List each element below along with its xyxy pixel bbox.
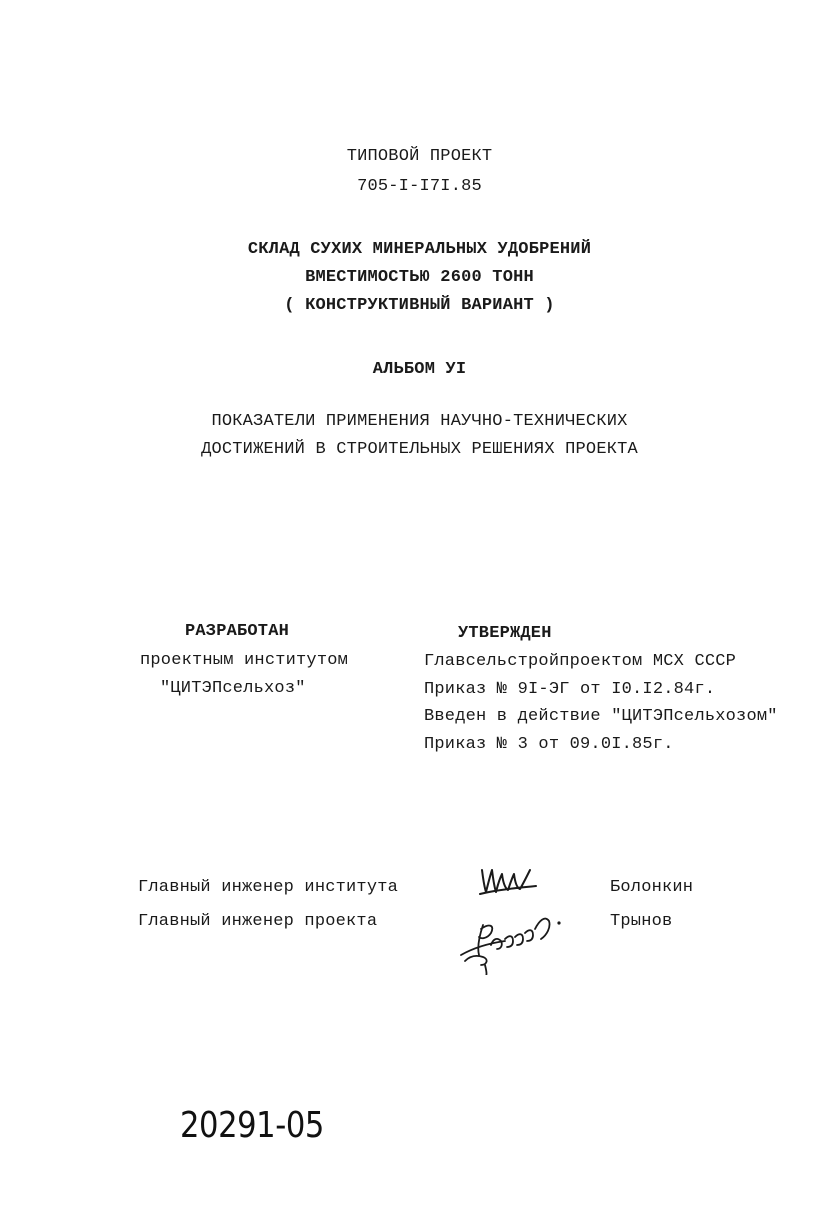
album-label: АЛЬБОМ УI [372, 360, 467, 379]
developed-heading: РАЗРАБОТАН [185, 622, 290, 641]
approved-line-3: Введен в действие "ЦИТЭПсельхозом" [424, 707, 778, 726]
approved-line-2: Приказ № 9I-ЭГ от I0.I2.84г. [424, 680, 716, 699]
title-line-2: ВМЕСТИМОСТЬЮ 2600 ТОНН [305, 268, 534, 287]
developed-line-2: "ЦИТЭПсельхоз" [160, 679, 306, 698]
subject-line-1: ПОКАЗАТЕЛИ ПРИМЕНЕНИЯ НАУЧНО-ТЕХНИЧЕСКИХ [211, 412, 628, 431]
signature-role-1: Главный инженер института [138, 878, 399, 897]
developed-line-1: проектным институтом [140, 651, 349, 670]
project-number: 705-I-I7I.85 [357, 177, 482, 196]
project-type: ТИПОВОЙ ПРОЕКТ [346, 147, 493, 166]
approved-line-1: Главсельстройпроектом МСХ СССР [424, 652, 737, 671]
signature-name-2: Трынов [610, 912, 673, 931]
title-line-1: СКЛАД СУХИХ МИНЕРАЛЬНЫХ УДОБРЕНИЙ [247, 240, 592, 259]
subject-line-2: ДОСТИЖЕНИЙ В СТРОИТЕЛЬНЫХ РЕШЕНИЯХ ПРОЕКТА [201, 440, 638, 459]
approved-heading: УТВЕРЖДЕН [458, 624, 552, 643]
approved-line-4: Приказ № 3 от 09.0I.85г. [424, 735, 674, 754]
document-number: 20291-05 [180, 1105, 324, 1146]
signature-name-1: Болонкин [610, 878, 694, 897]
signature-2-handwritten [455, 895, 585, 975]
title-line-3: ( КОНСТРУКТИВНЫЙ ВАРИАНТ ) [284, 296, 555, 315]
signature-role-2: Главный инженер проекта [138, 912, 378, 931]
